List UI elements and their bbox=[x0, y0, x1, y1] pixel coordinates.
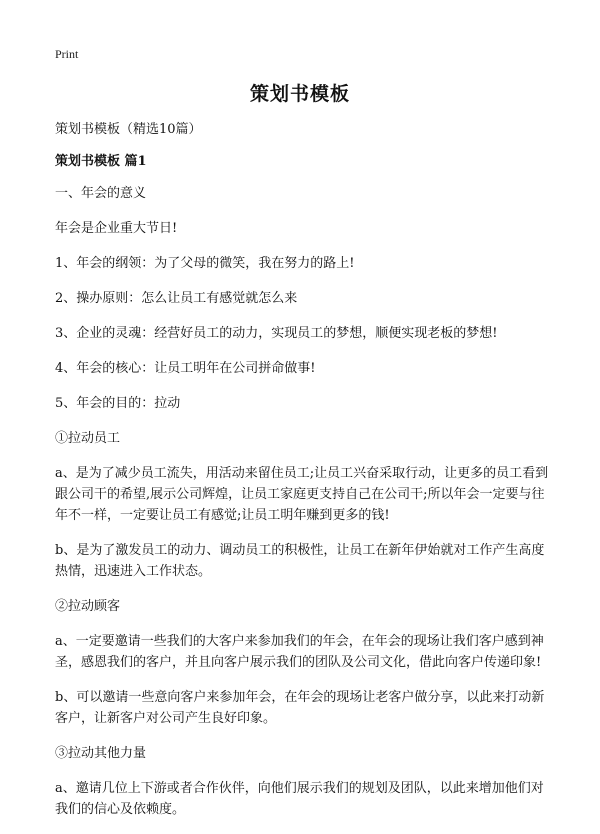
paragraph: b、可以邀请一些意向客户来参加年会，在年会的现场让老客户做分享，以此来打动新客户，让新客户对公司产生良好印象。 bbox=[55, 690, 545, 726]
section-heading: 策划书模板 篇1 bbox=[55, 154, 147, 169]
paragraph: 年会是企业重大节日! bbox=[55, 221, 178, 236]
paragraph: b、是为了激发员工的动力、调动员工的积极性，让员工在新年伊始就对工作产生高度热情，迅速进入工作状态。 bbox=[55, 543, 545, 579]
paragraph: ①拉动员工 bbox=[55, 431, 121, 446]
document-title: 策划书模板 bbox=[249, 83, 350, 105]
document-body bbox=[55, 119, 550, 834]
paragraph: a、邀请几位上下游或者合作伙伴，向他们展示我们的规划及团队，以此来增加他们对我们的信心及依赖度。 bbox=[55, 781, 544, 817]
paragraph: ③拉动其他力量 bbox=[55, 746, 147, 761]
paragraph: 一、年会的意义 bbox=[55, 186, 147, 201]
paragraph: 2、操办原则：怎么让员工有感觉就怎么来 bbox=[55, 291, 298, 306]
paragraph: a、一定要邀请一些我们的大客户来参加我们的年会，在年会的现场让我们客户感到神圣，感恩我们的客户，并且向客户展示我们的团队及公司文化，借此向客户传递印象! bbox=[55, 634, 544, 670]
document-subtitle: 策划书模板（精选10篇） bbox=[55, 122, 202, 137]
paragraph: 3、企业的灵魂：经营好员工的动力，实现员工的梦想，顺便实现老板的梦想! bbox=[55, 326, 498, 341]
paragraph: 5、年会的目的：拉动 bbox=[55, 396, 181, 411]
paragraph: 1、年会的纲领：为了父母的微笑，我在努力的路上! bbox=[55, 256, 355, 271]
paragraph: 4、年会的核心：让员工明年在公司拼命做事! bbox=[55, 361, 316, 376]
paragraph: ②拉动顾客 bbox=[55, 599, 121, 614]
print-label: Print bbox=[55, 47, 79, 61]
paragraph: a、是为了减少员工流失，用活动来留住员工;让员工兴奋采取行动，让更多的员工看到跟公司干的希望,展示公司辉煌，让员工家庭更支持自己在公司干;所以年会一定要与往年不一样，一定要让员工有感觉;让员工明年赚到更多的钱! bbox=[55, 466, 549, 523]
